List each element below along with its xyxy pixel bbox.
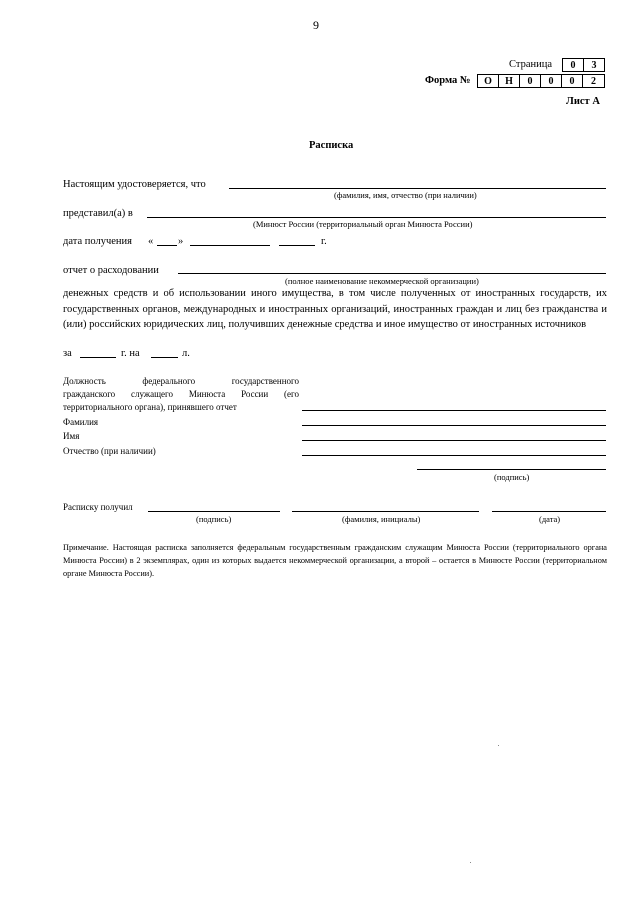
official-position-line3: территориального органа), принявшего отчет: [63, 402, 237, 412]
submitted-hint: (Минюст России (территориальный орган Минюста России): [253, 219, 473, 229]
form-box-char: 0: [540, 74, 562, 88]
form-box-char: Н: [498, 74, 520, 88]
official-signature-field[interactable]: [417, 469, 606, 470]
report-hint: (полное наименование некоммерческой организации): [285, 276, 479, 286]
date-close-quote: »: [178, 236, 184, 247]
form-box-char: 0: [561, 74, 583, 88]
official-patronymic-label: Отчество (при наличии): [63, 446, 156, 456]
sheet-label: Лист А: [566, 96, 600, 107]
form-box-char: 2: [582, 74, 605, 88]
receipt-signature-hint: (подпись): [196, 514, 232, 524]
official-surname-field[interactable]: [302, 425, 606, 426]
report-org-field[interactable]: [178, 273, 606, 274]
receipt-label: Расписку получил: [63, 502, 133, 512]
official-position-line1: Должность федерального государственного: [63, 376, 299, 386]
form-box-label: Форма №: [425, 75, 471, 86]
form-box-char: 0: [519, 74, 541, 88]
certify-hint: (фамилия, имя, отчество (при наличии): [334, 190, 477, 200]
date-year-suffix: г.: [321, 236, 327, 247]
submitted-to-field[interactable]: [147, 217, 606, 218]
official-name-label: Имя: [63, 431, 80, 441]
date-month-field[interactable]: [190, 245, 270, 246]
official-position-field[interactable]: [302, 410, 606, 411]
note-paragraph: Примечание. Настоящая расписка заполняется федеральным государственным гражданским служащим Минюста России (территориального органа Минюста России) в 2 экземплярах, один из которых выдается некоммерческой организации, а второй – остается в Минюсте России (территориальном органе Минюста России).: [63, 543, 607, 578]
official-patronymic-field[interactable]: [302, 455, 606, 456]
period-years: л.: [182, 348, 190, 359]
official-name-field[interactable]: [302, 440, 606, 441]
scan-speck: [470, 862, 471, 863]
receipt-name-hint: (фамилия, инициалы): [342, 514, 421, 524]
date-open-quote: «: [148, 236, 154, 247]
receipt-name-field[interactable]: [292, 511, 479, 512]
date-year-field[interactable]: [279, 245, 315, 246]
page-box-digit: 0: [562, 58, 584, 72]
scan-speck: [498, 745, 499, 746]
official-surname-label: Фамилия: [63, 417, 99, 427]
form-box-char: О: [477, 74, 499, 88]
certify-label: Настоящим удостоверяется, что: [63, 179, 206, 190]
page-box-digit: 3: [583, 58, 605, 72]
receipt-signature-field[interactable]: [148, 511, 280, 512]
official-signature-hint: (подпись): [494, 472, 530, 482]
report-paragraph: денежных средств и об использовании иного имущества, в том числе полученных от иностранных государств, их государственных органов, международных и иностранных организаций, иностранных граждан и лиц без гражданства и (или) российских юридических лиц, получивших денежные средства и иное имущество от иностранных источников: [63, 288, 607, 330]
submitted-label: представил(а) в: [63, 208, 133, 219]
period-year-on: г. на: [121, 348, 140, 359]
certify-name-field[interactable]: [229, 188, 606, 189]
receipt-date-hint: (дата): [539, 514, 561, 524]
receipt-date-field[interactable]: [492, 511, 606, 512]
page-box-label: Страница: [509, 59, 553, 70]
date-label: дата получения: [63, 236, 132, 247]
period-for: за: [63, 348, 72, 359]
page-title: Расписка: [309, 140, 354, 151]
period-year-field[interactable]: [80, 357, 116, 358]
official-position-line2: гражданского служащего Минюста России (его: [63, 389, 299, 399]
page-number: 9: [313, 18, 319, 32]
report-label: отчет о расходовании: [63, 265, 159, 276]
period-years-field[interactable]: [151, 357, 178, 358]
date-day-field[interactable]: [157, 245, 177, 246]
